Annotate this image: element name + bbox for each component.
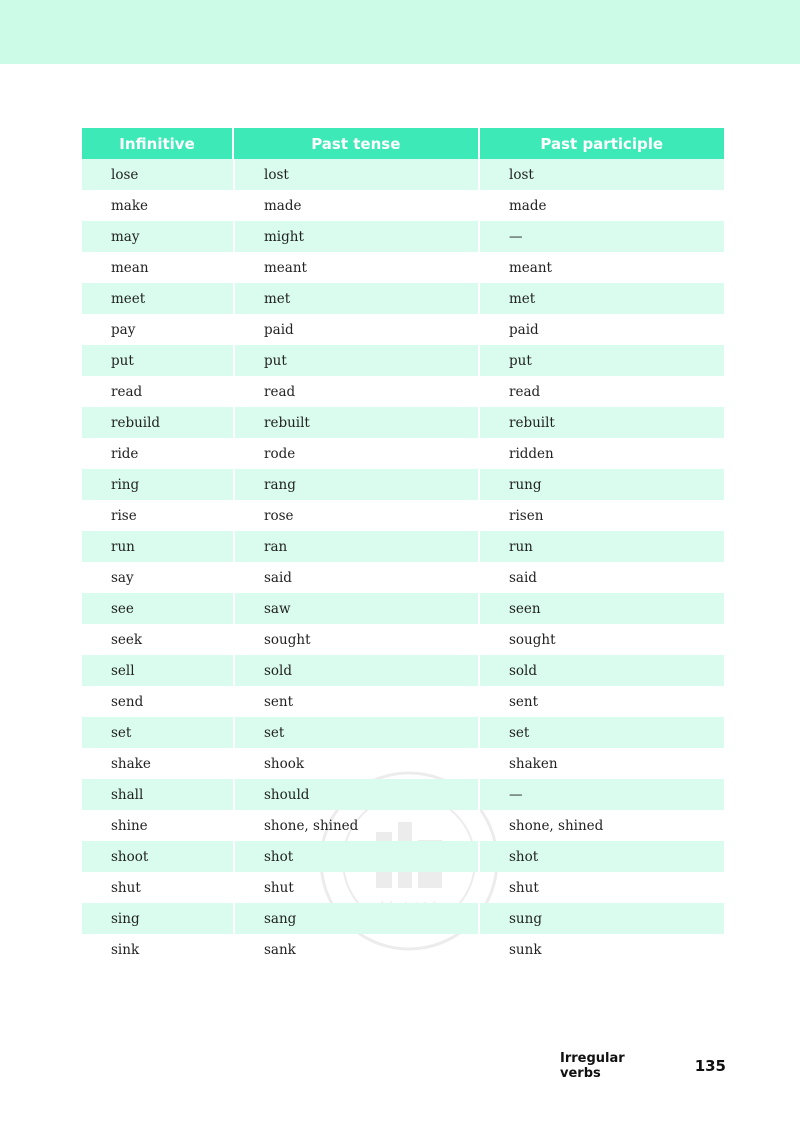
table-cell: said: [233, 562, 478, 593]
table-cell: risen: [478, 500, 724, 531]
table-row: [82, 655, 724, 686]
table-cell: rebuild: [111, 414, 161, 431]
table-cell: shake: [111, 755, 151, 772]
table-body: [82, 159, 724, 965]
section-title: Irregular verbs: [560, 1051, 625, 1081]
page-number: 135: [694, 1057, 726, 1075]
table-cell: pay: [111, 321, 136, 338]
table-row: [82, 314, 724, 345]
table-cell: sold: [233, 655, 478, 686]
table-row: [82, 500, 724, 531]
table-row: [82, 190, 724, 221]
table-cell: shoot: [111, 848, 149, 865]
table-row: [82, 376, 724, 407]
table-cell: put: [233, 345, 478, 376]
table-row: [82, 159, 724, 190]
table-cell: made: [233, 190, 478, 221]
table-cell: sing: [111, 910, 140, 927]
table-cell: paid: [478, 314, 724, 345]
table-cell: shook: [233, 748, 478, 779]
table-cell: see: [111, 600, 134, 617]
table-cell: sung: [478, 903, 724, 934]
table-cell: meant: [478, 252, 724, 283]
irregular-verbs-table: [82, 128, 724, 965]
table-cell: met: [478, 283, 724, 314]
table-row: [82, 903, 724, 934]
table-cell: ride: [111, 445, 139, 462]
table-row: [82, 779, 724, 810]
table-cell: —: [478, 221, 724, 252]
table-cell: might: [233, 221, 478, 252]
table-cell: sought: [233, 624, 478, 655]
table-cell: —: [478, 779, 724, 810]
table-cell: ran: [233, 531, 478, 562]
table-cell: shone, shined: [233, 810, 478, 841]
table-cell: shot: [233, 841, 478, 872]
table-row: [82, 748, 724, 779]
table-cell: lost: [478, 159, 724, 190]
table-cell: rose: [233, 500, 478, 531]
table-row: [82, 562, 724, 593]
header-past-tense: Past tense: [232, 128, 477, 159]
table-cell: made: [478, 190, 724, 221]
table-cell: run: [111, 538, 135, 555]
table-row: [82, 469, 724, 500]
table-cell: lose: [111, 166, 139, 183]
table-cell: rang: [233, 469, 478, 500]
table-cell: put: [478, 345, 724, 376]
table-cell: ring: [111, 476, 140, 493]
table-cell: sent: [233, 686, 478, 717]
table-row: [82, 810, 724, 841]
table-cell: met: [233, 283, 478, 314]
table-cell: sink: [111, 941, 140, 958]
table-cell: sold: [478, 655, 724, 686]
table-row: [82, 345, 724, 376]
table-cell: meet: [111, 290, 146, 307]
table-cell: seek: [111, 631, 143, 648]
table-cell: shut: [111, 879, 141, 896]
table-cell: rung: [478, 469, 724, 500]
table-cell: shone, shined: [478, 810, 724, 841]
table-cell: sang: [233, 903, 478, 934]
table-row: [82, 717, 724, 748]
table-cell: sank: [233, 934, 478, 965]
table-cell: paid: [233, 314, 478, 345]
table-row: [82, 221, 724, 252]
table-row: [82, 934, 724, 965]
table-cell: rebuilt: [233, 407, 478, 438]
page-footer: [560, 1051, 726, 1081]
table-cell: rise: [111, 507, 137, 524]
table-row: [82, 686, 724, 717]
table-cell: sought: [478, 624, 724, 655]
table-cell: mean: [111, 259, 149, 276]
header-past-participle: Past participle: [478, 128, 724, 159]
table-cell: may: [111, 228, 140, 245]
table-cell: read: [478, 376, 724, 407]
table-cell: seen: [478, 593, 724, 624]
table-cell: set: [478, 717, 724, 748]
table-row: [82, 872, 724, 903]
top-color-band: [0, 0, 800, 64]
table-cell: lost: [233, 159, 478, 190]
table-cell: sent: [478, 686, 724, 717]
table-cell: say: [111, 569, 134, 586]
table-cell: rode: [233, 438, 478, 469]
table-cell: put: [111, 352, 134, 369]
table-row: [82, 283, 724, 314]
table-header: [82, 128, 724, 159]
table-cell: said: [478, 562, 724, 593]
table-row: [82, 252, 724, 283]
table-cell: send: [111, 693, 144, 710]
table-cell: meant: [233, 252, 478, 283]
table-cell: shot: [478, 841, 724, 872]
table-cell: read: [233, 376, 478, 407]
header-infinitive: Infinitive: [119, 134, 195, 153]
table-row: [82, 841, 724, 872]
table-cell: read: [111, 383, 143, 400]
table-cell: saw: [233, 593, 478, 624]
table-row: [82, 624, 724, 655]
table-cell: ridden: [478, 438, 724, 469]
table-row: [82, 531, 724, 562]
table-cell: should: [233, 779, 478, 810]
table-cell: sunk: [478, 934, 724, 965]
table-row: [82, 593, 724, 624]
table-row: [82, 407, 724, 438]
table-cell: shaken: [478, 748, 724, 779]
table-cell: set: [233, 717, 478, 748]
table-cell: set: [111, 724, 132, 741]
table-cell: sell: [111, 662, 135, 679]
table-cell: shut: [233, 872, 478, 903]
table-cell: rebuilt: [478, 407, 724, 438]
table-row: [82, 438, 724, 469]
table-cell: shut: [478, 872, 724, 903]
table-cell: run: [478, 531, 724, 562]
table-cell: make: [111, 197, 149, 214]
table-cell: shine: [111, 817, 148, 834]
table-cell: shall: [111, 786, 144, 803]
